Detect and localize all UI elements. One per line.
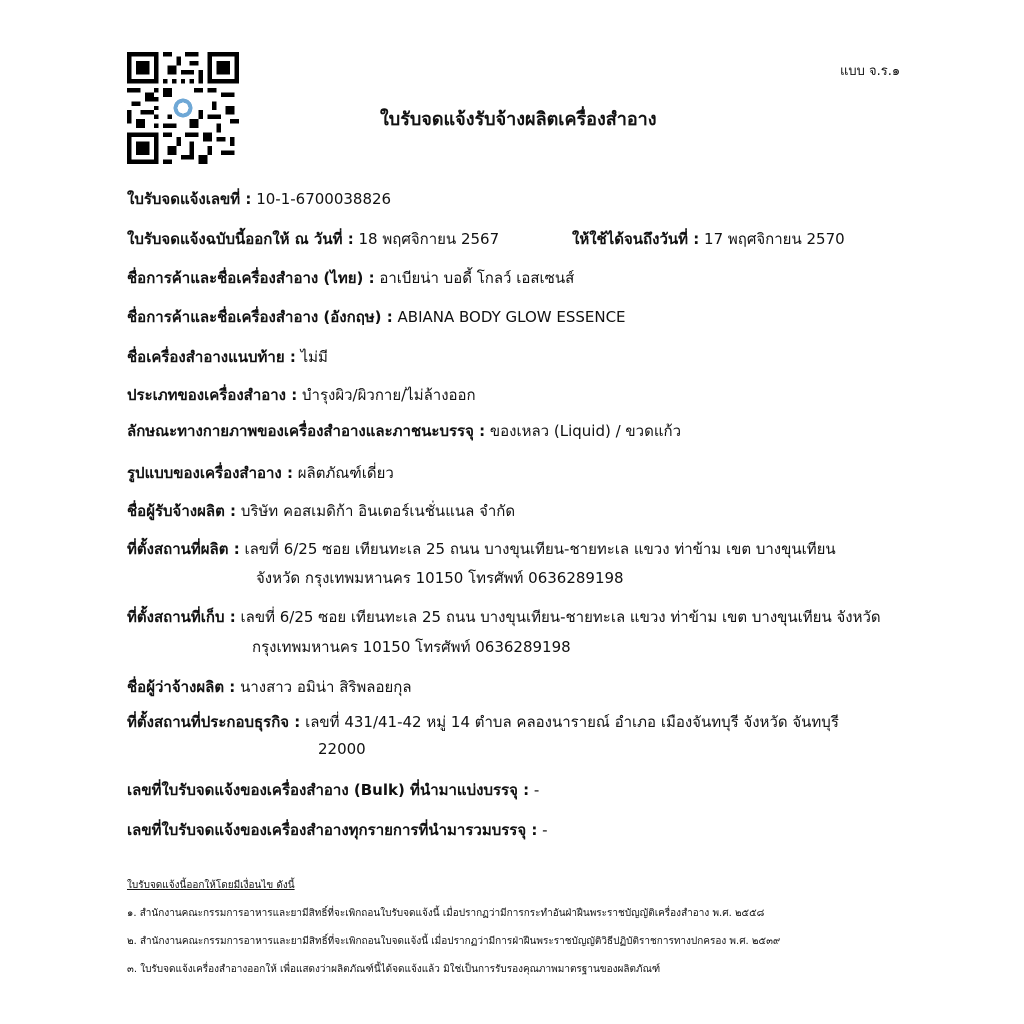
business-location-line2: 22000 bbox=[318, 740, 366, 758]
field-label: ที่ตั้งสถานที่ผลิต : bbox=[127, 540, 240, 558]
field-label: ใบรับจดแจ้งฉบับนี้ออกให้ ณ วันที่ : bbox=[127, 230, 354, 248]
field-label: เลขที่ใบรับจดแจ้งของเครื่องสำอางทุกรายการที่นำมารวมบรรจุ : bbox=[127, 821, 538, 839]
storage-location-line2: กรุงเทพมหานคร 10150 โทรศัพท์ 0636289198 bbox=[252, 638, 571, 656]
field-name-th bbox=[127, 266, 574, 290]
condition-item: ๒. สำนักงานคณะกรรมการอาหารและยามีสิทธิ์ที่จะเพิกถอนใบจดแจ้งนี้ เมื่อปรากฏว่ามีการฝ่าฝืนพระราชบัญญัติวิธีปฏิบัติราชการทางปกครอง พ.ศ. ๒๕๓๙ bbox=[127, 936, 781, 947]
field-value: ของเหลว (Liquid) / ขวดแก้ว bbox=[489, 422, 682, 440]
field-business-location bbox=[127, 710, 839, 734]
field-name-en bbox=[127, 305, 626, 329]
field-label: ชื่อการค้าและชื่อเครื่องสำอาง (อังกฤษ) : bbox=[127, 308, 393, 326]
field-receipt-no bbox=[127, 187, 391, 211]
condition-item: ๑. สำนักงานคณะกรรมการอาหารและยามีสิทธิ์ที่จะเพิกถอนใบรับจดแจ้งนี้ เมื่อปรากฏว่ามีการกระทำอันฝ่าฝืนพระราชบัญญัติเครื่องสำอาง พ.ศ. ๒๕๕๘ bbox=[127, 908, 765, 919]
field-value-line1: เลขที่ 6/25 ซอย เทียนทะเล 25 ถนน บางขุนเทียน-ชายทะเล แขวง ท่าข้าม เขต บางขุนเทียน จังหวัด bbox=[240, 608, 881, 626]
field-label: ชื่อเครื่องสำอางแนบท้าย : bbox=[127, 348, 296, 366]
field-mfg-location bbox=[127, 537, 836, 561]
field-valid-until bbox=[572, 227, 845, 251]
field-appendix-name bbox=[127, 345, 328, 369]
field-value: นางสาว อมิน่า สิริพลอยกุล bbox=[240, 678, 412, 696]
qr-code bbox=[127, 52, 239, 164]
field-combined-no bbox=[127, 818, 548, 842]
field-label: ประเภทของเครื่องสำอาง : bbox=[127, 386, 298, 404]
field-value: อาเบียน่า บอดี้ โกลว์ เอสเซนส์ bbox=[379, 269, 575, 287]
field-value: บำรุงผิว/ผิวกาย/ไม่ล้างออก bbox=[302, 386, 476, 404]
field-value: 10-1-6700038826 bbox=[256, 190, 392, 208]
conditions-title: ใบรับจดแจ้งนี้ออกให้โดยมีเงื่อนไข ดังนี้ bbox=[127, 880, 295, 891]
field-issued-date bbox=[127, 227, 499, 251]
field-label: ชื่อการค้าและชื่อเครื่องสำอาง (ไทย) : bbox=[127, 269, 375, 287]
field-label: ให้ใช้ได้จนถึงวันที่ : bbox=[572, 230, 700, 248]
mfg-location-line2: จังหวัด กรุงเทพมหานคร 10150 โทรศัพท์ 0636289198 bbox=[256, 569, 624, 587]
field-label: รูปแบบของเครื่องสำอาง : bbox=[127, 464, 293, 482]
condition-item: ๓. ใบรับจดแจ้งเครื่องสำอางออกให้ เพื่อแสดงว่าผลิตภัณฑ์นี้ได้จดแจ้งแล้ว มิใช่เป็นการรับรองคุณภาพมาตรฐานของผลิตภัณฑ์ bbox=[127, 964, 661, 975]
field-value: บริษัท คอสเมดิก้า อินเตอร์เนชั่นแนล จำกัด bbox=[240, 502, 516, 520]
field-label: ชื่อผู้ว่าจ้างผลิต : bbox=[127, 678, 236, 696]
field-format bbox=[127, 461, 394, 485]
field-value: - bbox=[533, 781, 540, 799]
field-value: - bbox=[542, 821, 548, 839]
field-label: ลักษณะทางกายภาพของเครื่องสำอางและภาชนะบรรจุ : bbox=[127, 422, 486, 440]
field-value-line1: เลขที่ 431/41-42 หมู่ 14 ตำบล คลองนารายณ์ อำเภอ เมืองจันทบุรี จังหวัด จันทบุรี bbox=[305, 713, 839, 731]
field-storage-location bbox=[127, 605, 881, 629]
field-label: ใบรับจดแจ้งเลขที่ : bbox=[127, 190, 252, 208]
field-label: ที่ตั้งสถานที่ประกอบธุรกิจ : bbox=[127, 713, 301, 731]
field-label: เลขที่ใบรับจดแจ้งของเครื่องสำอาง (Bulk) ที่นำมาแบ่งบรรจุ : bbox=[127, 781, 530, 799]
field-label: ที่ตั้งสถานที่เก็บ : bbox=[127, 608, 236, 626]
field-value: ไม่มี bbox=[300, 348, 328, 366]
field-physical bbox=[127, 419, 681, 443]
field-manufacturer bbox=[127, 499, 515, 523]
field-bulk-no bbox=[127, 778, 539, 802]
field-value: ผลิตภัณฑ์เดี่ยว bbox=[297, 464, 394, 482]
form-code: แบบ จ.ร.๑ bbox=[840, 64, 901, 79]
field-value: 18 พฤศจิกายน 2567 bbox=[358, 230, 500, 248]
field-value: 17 พฤศจิกายน 2570 bbox=[704, 230, 845, 248]
field-hirer bbox=[127, 675, 412, 699]
document-title: ใบรับจดแจ้งรับจ้างผลิตเครื่องสำอาง bbox=[380, 109, 657, 130]
field-type bbox=[127, 383, 476, 407]
field-label: ชื่อผู้รับจ้างผลิต : bbox=[127, 502, 237, 520]
field-value-line1: เลขที่ 6/25 ซอย เทียนทะเล 25 ถนน บางขุนเทียน-ชายทะเล แขวง ท่าข้าม เขต บางขุนเทียน bbox=[244, 540, 836, 558]
field-value: ABIANA BODY GLOW ESSENCE bbox=[397, 308, 626, 326]
